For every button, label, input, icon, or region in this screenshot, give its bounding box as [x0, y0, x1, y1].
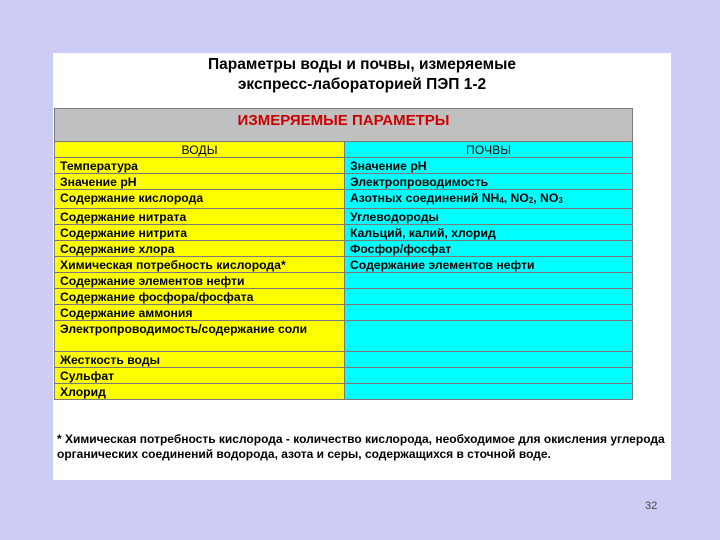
water-param: Температура [55, 158, 345, 174]
water-param: Электропроводимость/содержание соли [55, 321, 345, 352]
soil-param-empty [345, 384, 633, 400]
water-param: Содержание элементов нефти [55, 273, 345, 289]
water-param: Содержание хлора [55, 241, 345, 257]
water-param: Химическая потребность кислорода* [55, 257, 345, 273]
soil-param-empty [345, 305, 633, 321]
soil-param: Значение pH [345, 158, 633, 174]
water-param: Жесткость воды [55, 352, 345, 368]
column-header-soil: ПОЧВЫ [345, 142, 633, 158]
table-main-header: ИЗМЕРЯЕМЫЕ ПАРАМЕТРЫ [55, 109, 633, 142]
soil-param: Углеводороды [345, 209, 633, 225]
title-line-2: экспресс-лабораторией ПЭП 1-2 [237, 76, 487, 93]
water-param: Хлорид [55, 384, 345, 400]
soil-param: Электропроводимость [345, 174, 633, 190]
soil-param-empty [345, 289, 633, 305]
water-param: Сульфат [55, 368, 345, 384]
soil-param-empty [345, 368, 633, 384]
page-number: 32 [645, 500, 658, 512]
soil-param: Фосфор/фосфат [345, 241, 633, 257]
water-param: Содержание аммония [55, 305, 345, 321]
parameters-table [54, 108, 633, 400]
soil-param-empty [345, 352, 633, 368]
column-header-water: ВОДЫ [55, 142, 345, 158]
water-param: Содержание кислорода [55, 190, 345, 209]
slide [53, 53, 671, 480]
slide-title [53, 55, 671, 95]
soil-param: Кальций, калий, хлорид [345, 225, 633, 241]
water-param: Значение pH [55, 174, 345, 190]
footnote: * Химическая потребность кислорода - количество кислорода, необходимое для окисления углерода органических соединений водорода, азота и серы, содержащихся в сточной воде. [57, 432, 665, 461]
soil-param-empty [345, 273, 633, 289]
water-param: Содержание нитрата [55, 209, 345, 225]
title-line-1: Параметры воды и почвы, измеряемые [208, 56, 516, 73]
water-param: Содержание фосфора/фосфата [55, 289, 345, 305]
soil-param: Содержание элементов нефти [345, 257, 633, 273]
soil-param-empty [345, 321, 633, 352]
water-param: Содержание нитрита [55, 225, 345, 241]
soil-param-nitrogen: Азотных соединений $NH_4$, $NO_2$, $NO_3$ [345, 190, 633, 209]
